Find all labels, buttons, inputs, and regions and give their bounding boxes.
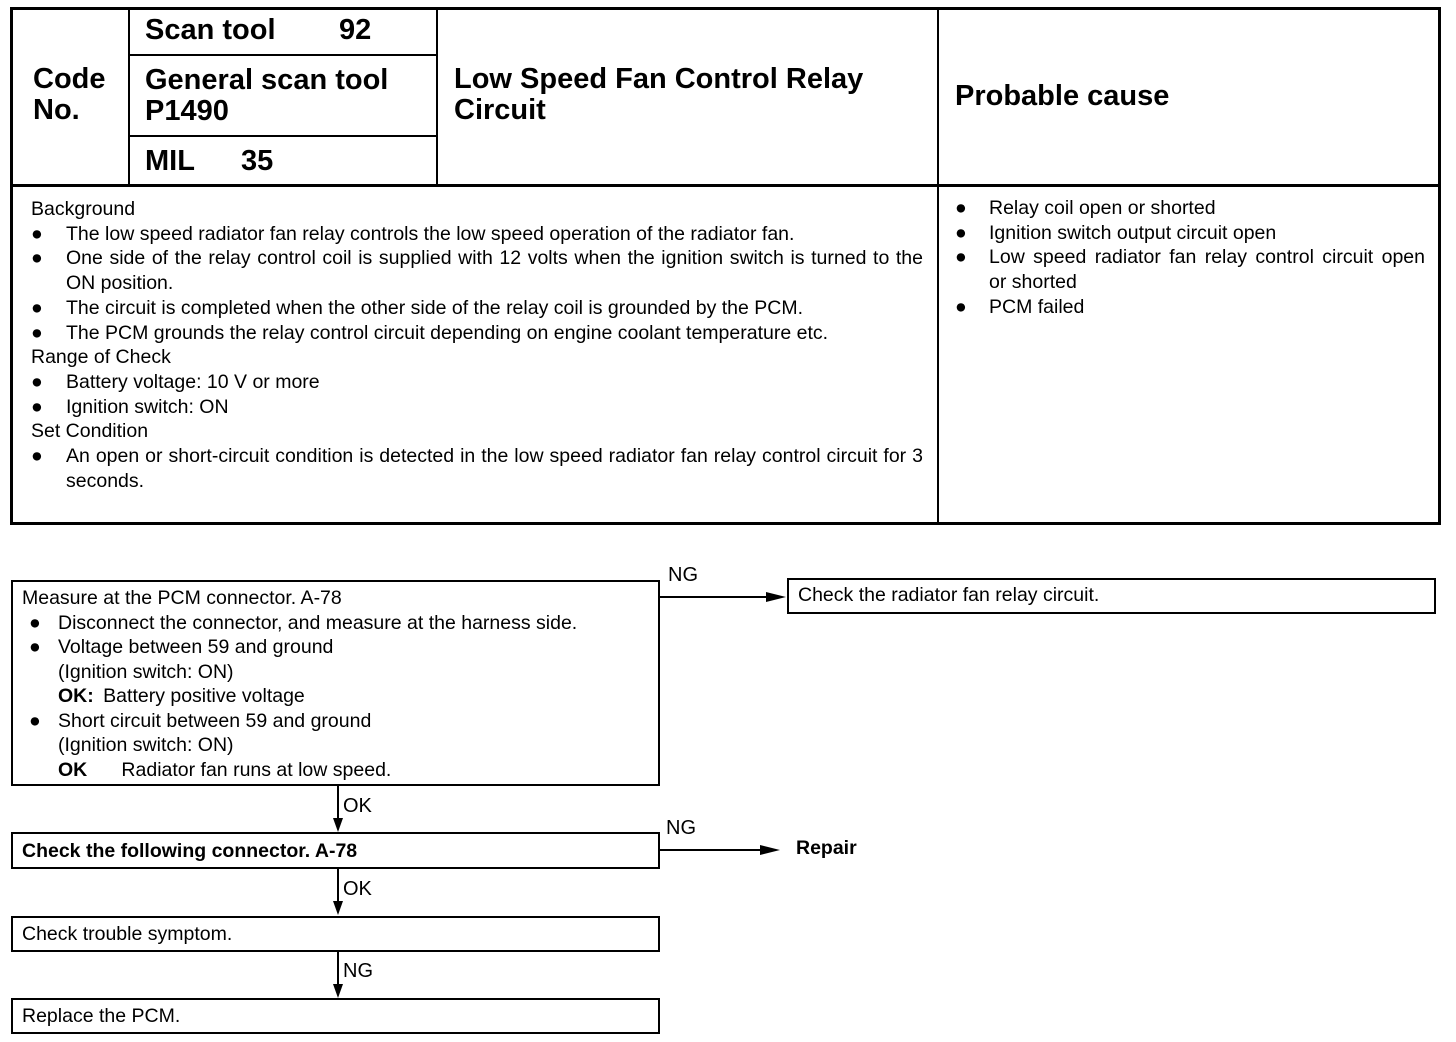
mil-label: MIL (145, 145, 195, 177)
step1-sub-condition: (Ignition switch: ON) (58, 734, 234, 756)
description-body (31, 197, 923, 493)
bullet-icon: ● (31, 370, 43, 393)
step2-box (11, 832, 660, 869)
bullet-icon: ● (31, 321, 43, 344)
arrow-down-icon (333, 901, 343, 915)
step3-box (11, 916, 660, 952)
list-item: ● The circuit is completed when the other side of the relay coil is grounded by the PCM. (31, 296, 804, 319)
range-of-check-heading: Range of Check (31, 346, 171, 369)
ng-arrow-line (337, 952, 339, 986)
list-item: ● The PCM grounds the relay control circuit depending on engine coolant temperature etc. (31, 321, 829, 344)
step4-text: Replace the PCM. (22, 1005, 181, 1027)
bullet-icon: ● (29, 709, 41, 732)
step2-text: Check the following connector. A-78 (22, 840, 358, 862)
bullet-icon: ● (955, 221, 967, 244)
list-item: ● Short circuit between 59 and ground (29, 709, 372, 732)
bullet-icon: ● (31, 247, 43, 270)
probable-cause-heading: Probable cause (955, 80, 1170, 112)
code-title (454, 64, 863, 126)
step3-ng-label: NG (343, 960, 373, 982)
list-item: ● The low speed radiator fan relay controls the low speed operation of the radiator fan. (31, 222, 795, 245)
step3-text: Check trouble symptom. (22, 923, 233, 945)
step1-heading: Measure at the PCM connector. A-78 (22, 587, 342, 609)
list-item: ● An open or short-circuit condition is detected in the low speed radiator fan relay control circuit for 3 seconds. (31, 445, 923, 492)
step1-ok-label: OK (343, 795, 372, 817)
list-item: ● PCM failed (955, 295, 1085, 318)
code-label (33, 64, 106, 126)
list-item: ● Voltage between 59 and ground (29, 636, 334, 658)
list-item: ● One side of the relay control coil is supplied with 12 volts when the ignition switch is turned to the ON position. (31, 247, 923, 295)
bullet-icon: ● (29, 611, 41, 634)
step2-ok-label: OK (343, 878, 372, 900)
code-label-line2: No. (33, 94, 80, 126)
bullet-icon: ● (955, 246, 967, 269)
step2-ng-label: NG (666, 817, 696, 839)
arrow-down-icon (333, 984, 343, 998)
list-item: ● Low speed radiator fan relay control circuit open or shorted (955, 246, 1425, 294)
list-item: ● Disconnect the connector, and measure at the harness side. (29, 611, 578, 634)
repair-text: Repair (796, 837, 857, 859)
bullet-icon: ● (29, 636, 41, 658)
probable-cause-list (955, 196, 1425, 320)
bullet-icon: ● (31, 395, 43, 418)
list-item: ● Battery voltage: 10 V or more (31, 370, 320, 393)
general-scan-tool-value: P1490 (145, 95, 229, 127)
step4-box (11, 998, 660, 1034)
ok-arrow-line (337, 786, 339, 820)
step1-ng-label: NG (668, 564, 698, 586)
bullet-icon: ● (955, 295, 967, 318)
step1-ok-criteria: OK: Battery positive voltage (58, 685, 305, 707)
bullet-icon: ● (31, 296, 43, 319)
list-item: ● Relay coil open or shorted (955, 197, 1216, 219)
mil-value: 35 (241, 145, 274, 177)
step1-sub-condition: (Ignition switch: ON) (58, 660, 234, 683)
ng-arrow-line (660, 849, 760, 851)
set-condition-heading: Set Condition (31, 420, 149, 443)
scan-tool-label: Scan tool (145, 14, 276, 46)
code-title-line2: Circuit (454, 94, 546, 126)
bullet-icon: ● (31, 445, 43, 468)
ok-arrow-line (337, 869, 339, 903)
step1-ok-criteria: OK Radiator fan runs at low speed. (58, 758, 392, 781)
ng-arrow-line (660, 596, 770, 598)
ng-result-box (787, 578, 1436, 614)
general-scan-tool-label: General scan tool (145, 64, 389, 96)
list-item: ● Ignition switch output circuit open (955, 221, 1277, 244)
background-heading: Background (31, 198, 136, 220)
bullet-icon: ● (955, 197, 967, 219)
step1-box (11, 580, 660, 786)
arrow-down-icon (333, 818, 343, 832)
list-item: ● Ignition switch: ON (31, 395, 229, 418)
ng-result-text: Check the radiator fan relay circuit. (798, 584, 1100, 606)
scan-tool-value: 92 (339, 14, 372, 46)
code-title-line1: Low Speed Fan Control Relay (454, 63, 864, 95)
arrow-right-icon (766, 592, 786, 602)
code-label-line1: Code (33, 63, 106, 95)
bullet-icon: ● (31, 222, 43, 245)
arrow-right-icon (760, 845, 780, 855)
